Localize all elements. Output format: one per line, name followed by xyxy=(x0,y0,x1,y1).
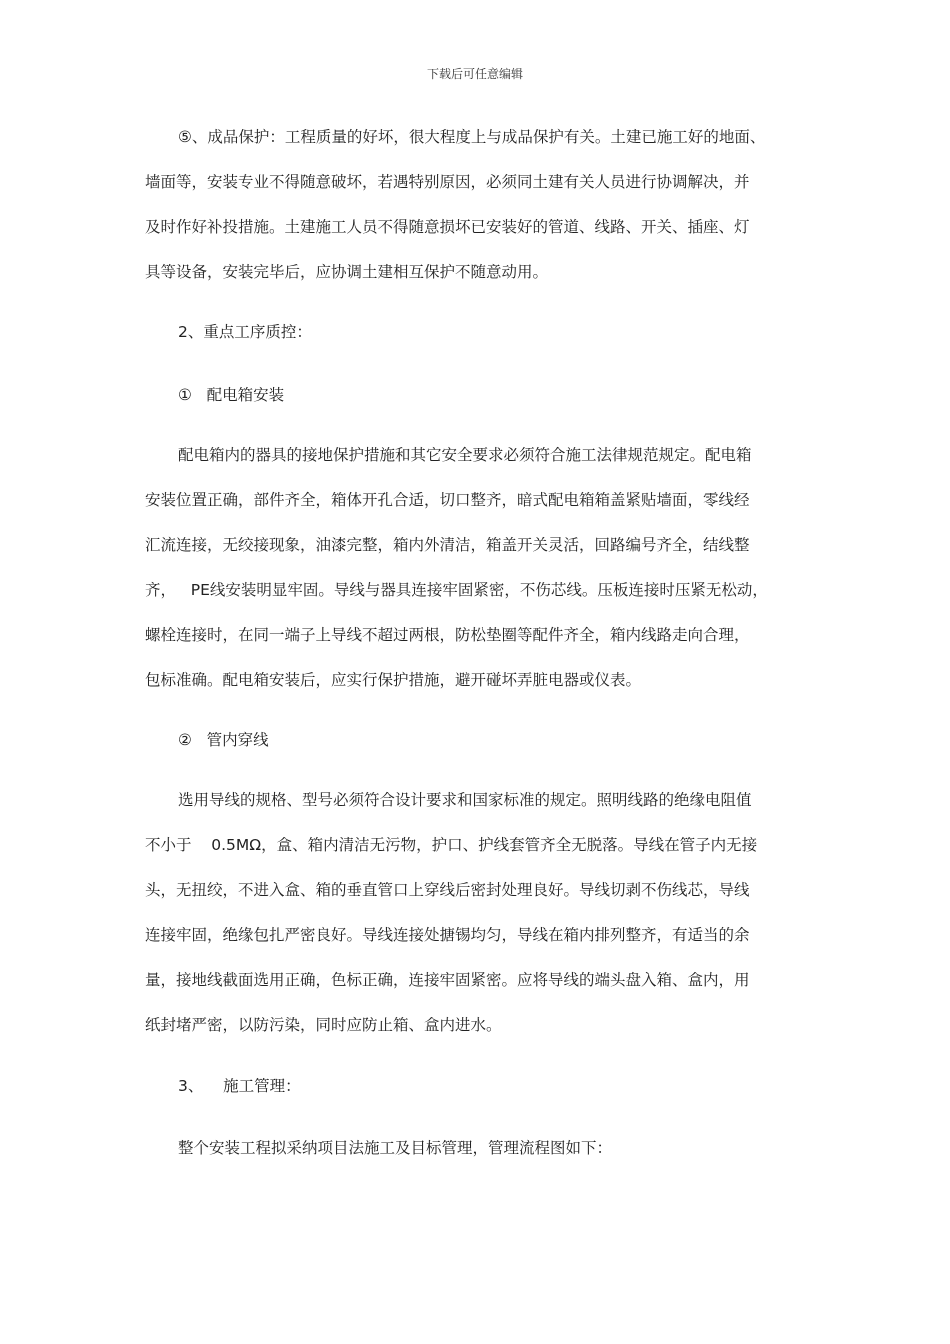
page-header: 下载后可任意编辑 xyxy=(426,67,523,81)
paragraph-2-line-1: 配电箱内的器具的接地保护措施和其它安全要求必须符合施工法律规范规定。配电箱 xyxy=(178,446,752,464)
paragraph-2-line-4: 齐， PE线安装明显牢固。导线与器具连接牢固紧密，不伤芯线。压板连接时压紧无松动， xyxy=(145,581,768,599)
paragraph-2-line-3: 汇流连接，无绞接现象，油漆完整，箱内外清洁，箱盖开关灵活，回路编号齐全，结线整 xyxy=(145,536,750,554)
paragraph-3-line-2: 不小于 0.5MΩ，盒、箱内清洁无污物，护口、护线套管齐全无脱落。导线在管子内无接 xyxy=(145,836,758,854)
paragraph-3-line-5: 量，接地线截面选用正确，色标正确，连接牢固紧密。应将导线的端头盘入箱、盒内，用 xyxy=(145,971,750,989)
paragraph-3-line-6: 纸封堵严密，以防污染，同时应防止箱、盒内进水。 xyxy=(145,1016,502,1034)
paragraph-2-line-5: 螺栓连接时，在同一端子上导线不超过两根，防松垫圈等配件齐全，箱内线路走向合理， xyxy=(145,626,750,644)
paragraph-1-line-2: 墙面等，安装专业不得随意破坏，若遇特别原因，必须同土建有关人员进行协调解决，并 xyxy=(145,173,750,191)
paragraph-1-line-4: 具等设备，安装完毕后，应协调土建相互保护不随意动用。 xyxy=(145,263,549,281)
paragraph-1-line-3: 及时作好补投措施。土建施工人员不得随意损坏已安装好的管道、线路、开关、插座、灯 xyxy=(145,218,750,236)
subheading-pipe-wiring: ② 管内穿线 xyxy=(178,731,269,749)
paragraph-2-line-2: 安装位置正确，部件齐全，箱体开孔合适，切口整齐，暗式配电箱箱盖紧贴墙面，零线经 xyxy=(145,491,750,509)
paragraph-3-line-4: 连接牢固，绝缘包扎严密良好。导线连接处搪锡均匀，导线在箱内排列整齐，有适当的余 xyxy=(145,926,750,944)
paragraph-3-line-1: 选用导线的规格、型号必须符合设计要求和国家标准的规定。照明线路的绝缘电阻值 xyxy=(178,791,752,809)
paragraph-3-line-3: 头，无扭绞，不进入盒、箱的垂直管口上穿线后密封处理良好。导线切剥不伤线芯，导线 xyxy=(145,881,750,899)
section-heading-2: 2、重点工序质控： xyxy=(178,323,312,341)
subheading-distribution-box: ① 配电箱安装 xyxy=(178,386,285,404)
paragraph-2-line-6: 包标准确。配电箱安装后，应实行保护措施，避开碰坏弄脏电器或仪表。 xyxy=(145,671,642,689)
paragraph-1-line-1: ⑤、成品保护：工程质量的好坏，很大程度上与成品保护有关。土建已施工好的地面、 xyxy=(178,128,766,146)
paragraph-4-line-1: 整个安装工程拟采纳项目法施工及目标管理，管理流程图如下： xyxy=(178,1139,613,1157)
section-heading-3: 3、 施工管理： xyxy=(178,1077,301,1095)
